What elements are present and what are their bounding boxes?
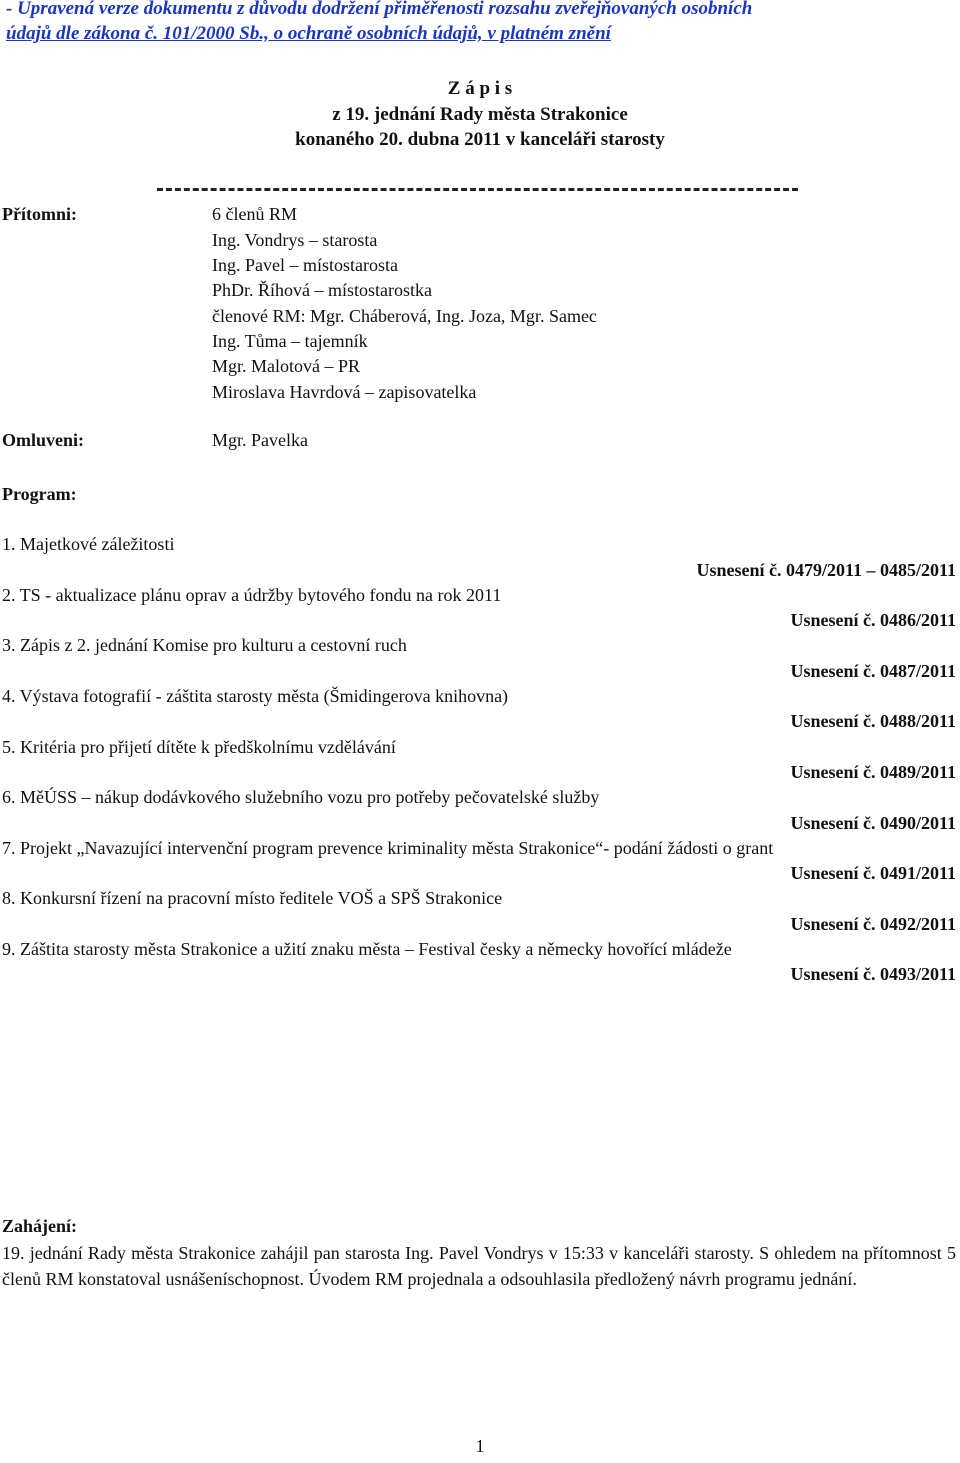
privacy-notice-line-1: - Upravená verze dokumentu z důvodu dodržení přiměřenosti rozsahu zveřejňovaných osobních	[6, 0, 753, 19]
meeting-date-place: konaného 20. dubna 2011 v kanceláři starosty	[295, 129, 665, 150]
page-number: 1	[475, 1436, 485, 1456]
document-subtitle: z 19. jednání Rady města Strakonice	[332, 104, 628, 125]
dashed-separator	[157, 188, 798, 191]
program-item: 3. Zápis z 2. jednání Komise pro kulturu a cestovní ruch	[2, 635, 407, 655]
resolution-number: Usnesení č. 0488/2011	[790, 711, 956, 731]
resolution-number: Usnesení č. 0487/2011	[790, 661, 956, 681]
present-item: Mgr. Malotová – PR	[212, 356, 361, 376]
present-item: Miroslava Havrdová – zapisovatelka	[212, 382, 477, 402]
present-item: 6 členů RM	[212, 204, 297, 224]
present-item: PhDr. Říhová – místostarostka	[212, 280, 432, 300]
program-item: 1. Majetkové záležitosti	[2, 534, 175, 554]
program-item: 9. Záštita starosty města Strakonice a užití znaku města – Festival česky a německy hovořící mládeže	[2, 939, 732, 959]
resolution-number: Usnesení č. 0479/2011 – 0485/2011	[696, 560, 956, 580]
present-item: členové RM: Mgr. Cháberová, Ing. Joza, Mgr. Samec	[212, 306, 597, 326]
program-item: 5. Kritéria pro přijetí dítěte k předškolnímu vzdělávání	[2, 737, 396, 757]
document-title: Z á p i s	[447, 78, 513, 99]
resolution-number: Usnesení č. 0491/2011	[790, 863, 956, 883]
resolution-number: Usnesení č. 0490/2011	[790, 813, 956, 833]
program-item: 4. Výstava fotografií - záštita starosty města (Šmidingerova knihovna)	[2, 686, 509, 706]
opening-label: Zahájení:	[2, 1216, 78, 1236]
present-item: Ing. Pavel – místostarosta	[212, 255, 398, 275]
program-item: 8. Konkursní řízení na pracovní místo ředitele VOŠ a SPŠ Strakonice	[2, 888, 503, 908]
program-item: 7. Projekt „Navazující intervenční program prevence kriminality města Strakonice“- podání žádosti o grant	[2, 838, 774, 858]
present-item: Ing. Vondrys – starosta	[212, 230, 378, 250]
present-item: Ing. Tůma – tajemník	[212, 331, 368, 351]
resolution-number: Usnesení č. 0489/2011	[790, 762, 956, 782]
program-label: Program:	[2, 484, 77, 504]
resolution-number: Usnesení č. 0492/2011	[790, 914, 956, 934]
program-item: 2. TS - aktualizace plánu oprav a údržby bytového fondu na rok 2011	[2, 585, 502, 605]
present-label: Přítomni:	[2, 204, 77, 224]
excused-label: Omluveni:	[2, 430, 85, 450]
opening-paragraph: 19. jednání Rady města Strakonice zahájil pan starosta Ing. Pavel Vondrys v 15:33 v kanceláři starosty. S ohledem na přítomnost 5 členů RM konstatoval usnášeníschopnost. Úvodem RM projednala a odsouhlasila předložený návrh programu jednání.	[2, 1243, 956, 1289]
privacy-notice-line-2: údajů dle zákona č. 101/2000 Sb., o ochraně osobních údajů, v platném znění	[6, 23, 611, 44]
resolution-number: Usnesení č. 0486/2011	[790, 610, 956, 630]
excused-member: Mgr. Pavelka	[212, 430, 308, 450]
program-item: 6. MěÚSS – nákup dodávkového služebního vozu pro potřeby pečovatelské služby	[2, 787, 600, 807]
resolution-number: Usnesení č. 0493/2011	[790, 964, 956, 984]
